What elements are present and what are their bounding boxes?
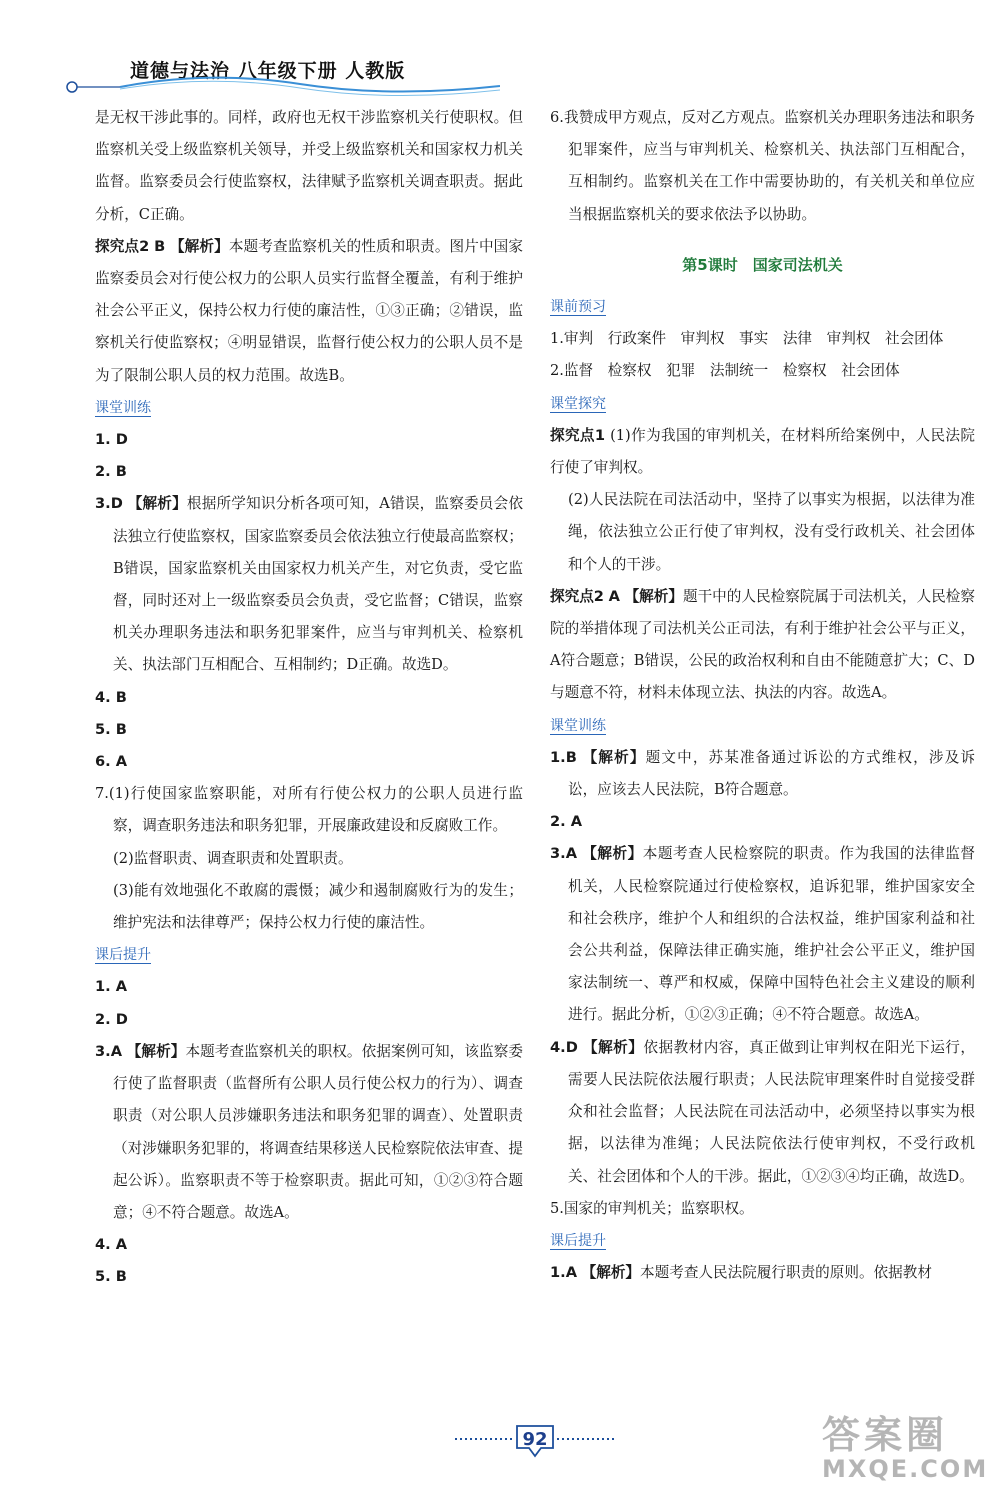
section-heading-classroom-explore: 课堂探究 xyxy=(550,395,606,412)
analysis-tag: 【解析】 xyxy=(169,237,229,255)
analysis-tag: 【解析】 xyxy=(127,495,187,513)
page-number: 92 xyxy=(522,1429,548,1450)
answer-letter: D xyxy=(565,1038,578,1056)
analysis-text: 本题考查监察机关的性质和职责。图片中国家监察委员会对行使公权力的公职人员实行监督全覆盖，有利于维护社会公平正义，保持公权力行使的廉洁性，①③正确；②错误，监察机关行使监察权；④明显错误，监督行使公权力的公职人员不是为了限制公职人员的权力范围。故选B。 xyxy=(95,237,523,384)
answer-letter: D xyxy=(110,495,123,513)
section-heading-after-class: 课后提升 xyxy=(95,947,151,964)
header-decoration xyxy=(60,72,500,102)
answer-item: 4. B xyxy=(95,688,127,706)
answer-letter: B xyxy=(154,237,166,255)
analysis-text: 根据所学知识分析各项可知，A错误，监察委员会依法独立行使监察权，国家监察委员会依法独立行使最高监察权；B错误，国家监察机关由国家权力机关产生，对它负责，受它监督，同时还对上一级监察委员会负责，受它监督；C错误，监察机关办理职务违法和职务犯罪案件，应当与审判机关、检察机关、执法部门互相配合、互相制约；D正确。故选D。 xyxy=(113,495,524,674)
analysis-tag: 【解析】 xyxy=(582,748,646,766)
watermark-main-text: 答案圈 xyxy=(822,1413,949,1457)
answer-item: 5. B xyxy=(95,720,127,738)
explore-label: 探究点2 xyxy=(550,587,604,605)
answer-item-7-part-1: 7.(1)行使国家监察职能，对所有行使公权力的公职人员进行监察，调查职务违法和职务犯罪，开展廉政建设和反腐败工作。 xyxy=(95,785,523,835)
answer-item-3: 3.D 【解析】根据所学知识分析各项可知，A错误，监察委员会依法独立行使监察权，国家监察委员会依法独立行使最高监察权；B错误，国家监察机关由国家权力机关产生，对它负责，受它监督，同时还对上一级监察委员会负责，受它监督；C错误，监察机关办理职务违法和职务犯罪案件，应当与审判机关、检察机关、执法部门互相配合、互相制约；D正确。故选D。 xyxy=(95,495,524,674)
section-heading-classroom-training: 课堂训练 xyxy=(95,399,151,416)
answer-item: 6. A xyxy=(95,753,128,771)
analysis-text: 本题考查人民检察院的职责。作为我国的法律监督机关，人民检察院通过行使检察权，追诉犯罪，维护国家安全和社会秩序，维护个人和组织的合法权益，维护国家利益和社会公共利益，保障法律正确实施，维护社会公平正义，维护国家法制统一、尊严和权威，保障中国特色社会主义建设的顺利进行。据此分析，①②③正确；④不符合题意。故选A。 xyxy=(568,845,975,1024)
answer-continuation: 是无权干涉此事的。同样，政府也无权干涉监察机关行使职权。但监察机关受上级监察机关领导，并受上级监察机关和国家权力机关监督。监察委员会行使监察权，法律赋予监察机关调查职责。据此分析，C正确。 xyxy=(95,109,523,223)
explore-label: 探究点2 xyxy=(95,237,150,255)
analysis-text: 题干中的人民检察院属于司法机关，人民检察院的举措体现了司法机关公正司法，有利于维护社会公平与正义，A符合题意；B错误，公民的政治权利和自由不能随意扩大；C、D与题意不符，材料未体现立法、执法的内容。故选A。 xyxy=(550,587,975,702)
answer-item: 1. A xyxy=(95,978,128,996)
analysis-tag: 【解析】 xyxy=(582,845,643,863)
analysis-tag: 【解析】 xyxy=(581,1264,641,1282)
analysis-text: 本题考查监察机关的职权。依据案例可知，该监察委行使了监督职责（监督所有公职人员行使公权力的行为）、调查职责（对公职人员涉嫌职务违法和职务犯罪的调查）、处置职责（对涉嫌职务犯罪的，将调查结果移送人民检察院依法审查、提起公诉）。监察职责不等于检察职责。据此可知，①②③符合题意；④不符合题意。故选A。 xyxy=(113,1042,523,1221)
answer-letter: A xyxy=(565,845,577,863)
lesson-title: 第5课时 国家司法机关 xyxy=(682,255,843,274)
explore-text: (1)作为我国的审判机关，在材料所给案例中，人民法院行使了审判权。 xyxy=(550,426,975,477)
answer-item-3: 3.A 【解析】本题考查监察机关的职权。依据案例可知，该监察委行使了监督职责（监督所有公职人员行使公权力的行为）、调查职责（对公职人员涉嫌职务违法和职务犯罪的调查）、处置职责（对涉嫌职务犯罪的，将调查结果移送人民检察院依法审查、提起公诉）。监察职责不等于检察职责。据此可知，①②③符合题意；④不符合题意。故选A。 xyxy=(95,1042,523,1221)
analysis-text: 依据教材内容，真正做到让审判权在阳光下运行，需要人民法院依法履行职责；人民法院审理案件时自觉接受群众和社会监督；人民法院在司法活动中，必须坚持以事实为根据，以法律为准绳；人民法院依法行使审判权，不受行政机关、社会团体和个人的干涉。据此，①②③④均正确，故选D。 xyxy=(568,1038,975,1185)
page-footer xyxy=(455,1418,615,1468)
answer-item-1: 1.B 【解析】题文中，苏某准备通过诉讼的方式维权，涉及诉讼，应该去人民法院，B符合题意。 xyxy=(550,748,975,799)
answer-letter: A xyxy=(110,1042,122,1060)
left-column xyxy=(95,102,523,1294)
answer-item-3: 3.A 【解析】本题考查人民检察院的职责。作为我国的法律监督机关，人民检察院通过行使检察权，追诉犯罪，维护国家安全和社会秩序，维护个人和组织的合法权益，维护国家利益和社会公共利益，保障法律正确实施，维护社会公平正义，维护国家法制统一、尊严和权威，保障中国特色社会主义建设的顺利进行。据此分析，①②③正确；④不符合题意。故选A。 xyxy=(550,845,975,1024)
book-title: 道德与法治 八年级下册 人教版 xyxy=(130,60,406,82)
answer-letter: A xyxy=(565,1264,577,1282)
answer-item-4: 4.D 【解析】依据教材内容，真正做到让审判权在阳光下运行，需要人民法院依法履行职责；人民法院审理案件时自觉接受群众和社会监督；人民法院在司法活动中，必须坚持以事实为根据，以法律为准绳；人民法院依法行使审判权，不受行政机关、社会团体和个人的干涉。据此，①②③④均正确，故选D。 xyxy=(550,1038,975,1185)
right-column xyxy=(550,102,975,1289)
answer-item-7-part-2: (2)监督职责、调查职责和处置职责。 xyxy=(113,849,353,867)
section-heading-preview: 课前预习 xyxy=(550,299,606,316)
answer-item-7-part-3: (3)能有效地强化不敢腐的震慑；减少和遏制腐败行为的发生；维护宪法和法律尊严；保持公权力行使的廉洁性。 xyxy=(113,881,523,932)
watermark-url-text: MXQE.COM xyxy=(822,1455,989,1483)
answer-item: 2. B xyxy=(95,463,127,481)
answer-item: 5. B xyxy=(95,1268,127,1286)
analysis-tag: 【解析】 xyxy=(624,587,683,605)
explore-point-1-part-2: (2)人民法院在司法活动中，坚持了以事实为根据，以法律为准绳，依法独立公正行使了审判权，没有受行政机关、社会团体和个人的干涉。 xyxy=(568,491,975,573)
explore-point-2 xyxy=(95,231,523,392)
answer-item: 2. D xyxy=(95,1010,128,1028)
answer-item: 4. A xyxy=(95,1236,128,1254)
answer-item: 2. A xyxy=(550,813,583,831)
analysis-text: 本题考查人民法院履行职责的原则。依据教材 xyxy=(640,1264,932,1282)
page-header xyxy=(60,52,500,102)
answer-item-1: 1.A 【解析】本题考查人民法院履行职责的原则。依据教材 xyxy=(550,1264,932,1282)
section-heading-after-class: 课后提升 xyxy=(550,1232,606,1249)
answer-item: 1. D xyxy=(95,431,128,449)
section-heading-classroom-training: 课堂训练 xyxy=(550,717,606,734)
analysis-tag: 【解析】 xyxy=(582,1038,644,1056)
analysis-text: 题文中，苏某准备通过诉讼的方式维权，涉及诉讼，应该去人民法院，B符合题意。 xyxy=(568,748,975,799)
explore-label: 探究点1 xyxy=(550,426,606,444)
answer-item-5: 5.国家的审判机关；监察职权。 xyxy=(550,1199,754,1217)
preview-answer-2: 2.监督 检察权 犯罪 法制统一 检察权 社会团体 xyxy=(550,362,900,380)
analysis-tag: 【解析】 xyxy=(126,1042,186,1060)
answer-item-6: 6.我赞成甲方观点，反对乙方观点。监察机关办理职务违法和职务犯罪案件，应当与审判机关、检察机关、执法部门互相配合，互相制约。监察机关在工作中需要协助的，有关机关和单位应当根据监察机关的要求依法予以协助。 xyxy=(550,109,975,223)
explore-point-2 xyxy=(550,581,975,710)
explore-point-1 xyxy=(550,420,975,484)
watermark-logo xyxy=(822,1404,992,1496)
answer-letter: A xyxy=(608,587,620,605)
answer-letter: B xyxy=(565,748,577,766)
preview-answer-1: 1.审判 行政案件 审判权 事实 法律 审判权 社会团体 xyxy=(550,330,944,348)
